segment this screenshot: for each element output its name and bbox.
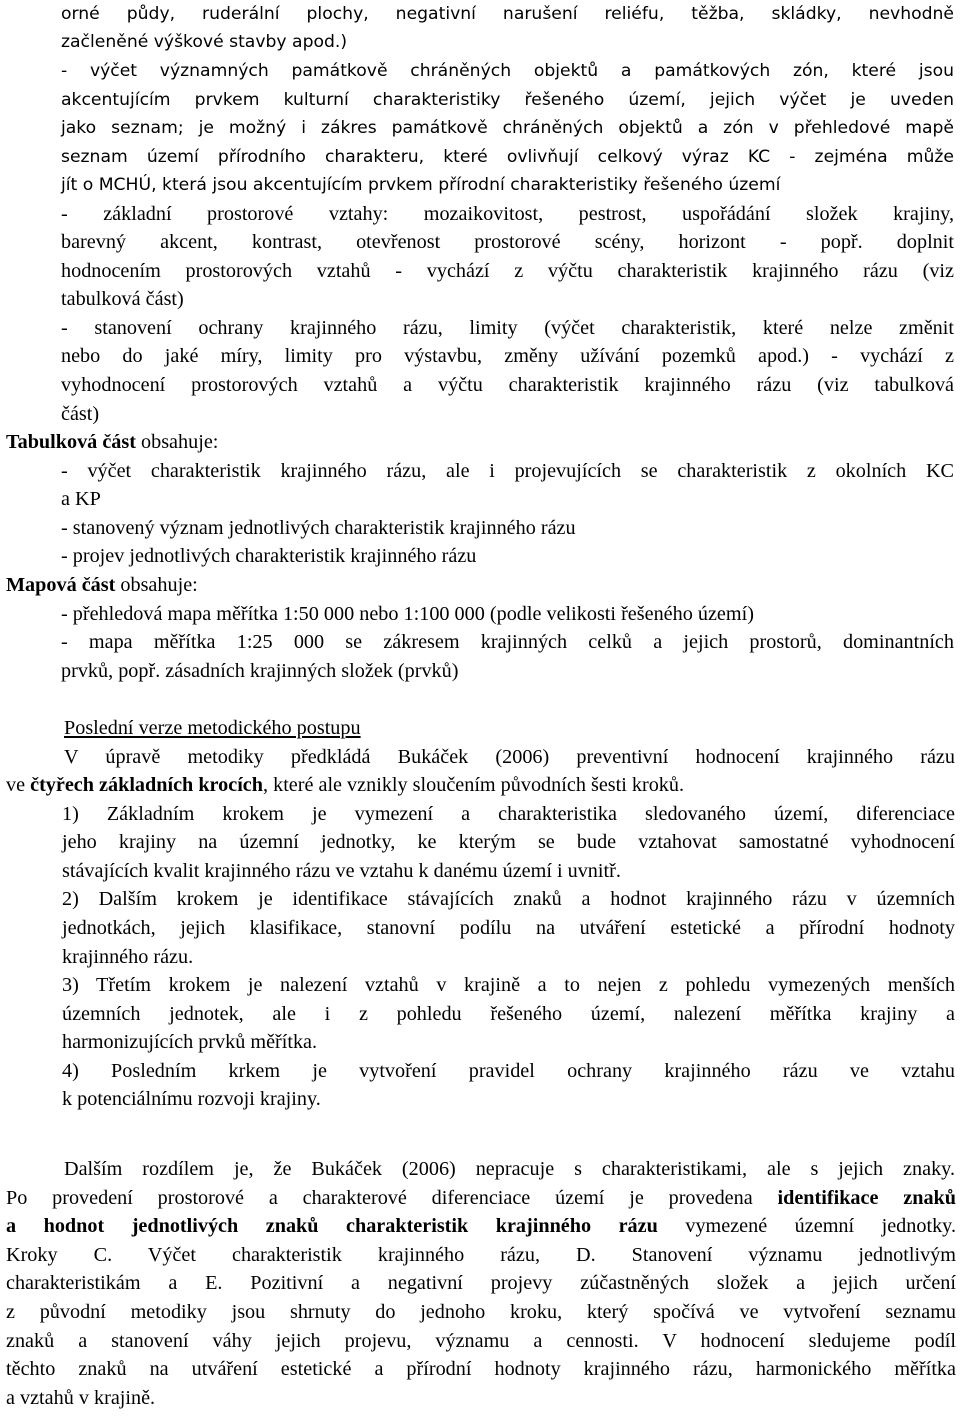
list-item: a KP bbox=[61, 488, 101, 510]
closing-text: vymezené územní jednotky. bbox=[657, 1215, 956, 1237]
step-line: harmonizujících prvků měřítka. bbox=[62, 1031, 318, 1053]
list-item: - projev jednotlivých charakteristik krajinného rázu bbox=[61, 545, 477, 567]
text-line: vyhodnocení prostorových vztahů a výčtu charakteristik krajinného rázu (viz tabulková bbox=[61, 374, 954, 396]
closing-line: těchto znaků na utváření estetické a přírodní hodnoty krajinného rázu, harmonického měřítka bbox=[6, 1358, 956, 1380]
step-line: k potenciálnímu rozvoji krajiny. bbox=[62, 1088, 321, 1110]
tabulkova-heading-rest: obsahuje: bbox=[135, 431, 219, 453]
step-line: 4) Posledním krkem je vytvoření pravidel ochrany krajinného rázu ve vztahu bbox=[62, 1060, 955, 1082]
step-line: 3) Třetím krokem je nalezení vztahů v krajině a to nejen z pohledu vymezených menších bbox=[62, 974, 955, 996]
mapova-heading-rest: obsahuje: bbox=[115, 574, 198, 596]
list-item: prvků, popř. zásadních krajinných složek (prvků) bbox=[61, 660, 459, 682]
text-line: akcentujícím prvkem kulturní charakteristiky řešeného území, jejich výčet je uveden bbox=[61, 90, 954, 110]
list-item: - přehledová mapa měřítka 1:50 000 nebo 1:100 000 (podle velikosti řešeného území) bbox=[61, 603, 754, 625]
step-line: jeho krajiny na územní jednotky, ke kterým se bude vztahovat samostatné vyhodnocení bbox=[62, 831, 955, 853]
step-line: krajinného rázu. bbox=[62, 946, 194, 968]
text-line: nebo do jaké míry, limity pro výstavbu, změny užívání pozemků apod.) - vychází z bbox=[61, 345, 954, 367]
intro-line bbox=[6, 771, 684, 799]
closing-line: Dalším rozdílem je, že Bukáček (2006) nepracuje s charakteristikami, ale s jejich znaky. bbox=[64, 1158, 955, 1180]
text-line: hodnocením prostorových vztahů - vychází z výčtu charakteristik krajinného rázu (viz bbox=[61, 260, 954, 282]
tabulkova-heading bbox=[6, 428, 218, 456]
text-line: část) bbox=[61, 403, 100, 425]
closing-bold-text: a hodnot jednotlivých znaků charakteristik krajinného rázu bbox=[6, 1215, 658, 1237]
step-line: 2) Dalším krokem je identifikace stávajících znaků a hodnot krajinného rázu v územních bbox=[62, 888, 955, 910]
closing-line: a vztahů v krajině. bbox=[6, 1387, 156, 1409]
closing-line bbox=[6, 1212, 956, 1240]
closing-line: z původní metodiky jsou shrnuty do jednoho kroku, který spočívá ve vytvoření seznamu bbox=[6, 1301, 956, 1323]
closing-bold-text: identifikace znaků bbox=[777, 1187, 956, 1209]
text-line: seznam území přírodního charakteru, které ovlivňují celkový výraz KC - zejména může bbox=[61, 147, 954, 167]
list-item: - stanovený význam jednotlivých charakteristik krajinného rázu bbox=[61, 517, 576, 539]
text-line: jít o MCHÚ, která jsou akcentujícím prvkem přírodní charakteristiky řešeného území bbox=[61, 175, 781, 195]
closing-line bbox=[6, 1184, 956, 1212]
step-line: územních jednotek, ale i z pohledu řešeného území, nalezení měřítka krajiny a bbox=[62, 1003, 955, 1025]
intro-text: , které ale vznikly sloučením původních šesti kroků. bbox=[263, 774, 685, 796]
section-title bbox=[64, 714, 361, 742]
step-line: stávajících kvalit krajinného rázu ve vztahu k danému území i uvnitř. bbox=[62, 860, 621, 882]
closing-line: Kroky C. Výčet charakteristik krajinného rázu, D. Stanovení významu jednotlivým bbox=[6, 1244, 956, 1266]
closing-line: znaků a stanovení váhy jejich projevu, významu a cennosti. V hodnocení sledujeme podíl bbox=[6, 1330, 956, 1352]
text-line: - výčet významných památkově chráněných objektů a památkových zón, které jsou bbox=[61, 61, 954, 81]
tabulkova-heading-bold: Tabulková část bbox=[6, 431, 136, 453]
mapova-heading-bold: Mapová část bbox=[6, 574, 116, 596]
text-line: tabulková část) bbox=[61, 288, 184, 310]
text-line: jako seznam; je možný i zákres památkově chráněných objektů a zón v přehledové mapě bbox=[61, 118, 954, 138]
intro-bold-text: čtyřech základních krocích bbox=[30, 774, 263, 796]
text-line: barevný akcent, kontrast, otevřenost prostorové scény, horizont - popř. doplnit bbox=[61, 231, 954, 253]
mapova-heading bbox=[6, 571, 198, 599]
intro-line: V úpravě metodiky předkládá Bukáček (2006) preventivní hodnocení krajinného rázu bbox=[64, 746, 955, 768]
text-line: - stanovení ochrany krajinného rázu, limity (výčet charakteristik, které nelze změnit bbox=[61, 317, 954, 339]
closing-line: charakteristikám a E. Pozitivní a negativní projevy zúčastněných složek a jejich určení bbox=[6, 1272, 956, 1294]
section-title-text: Poslední verze metodického postupu bbox=[64, 717, 361, 739]
step-line: jednotkách, jejich klasifikace, stanovní podílu na utváření estetické a přírodní hodnoty bbox=[62, 917, 955, 939]
step-line: 1) Základním krokem je vymezení a charakteristika sledovaného území, diferenciace bbox=[62, 803, 955, 825]
closing-text: Po provedení prostorové a charakterové diferenciace území je provedena bbox=[6, 1187, 778, 1209]
intro-text: ve bbox=[6, 774, 31, 796]
list-item: - mapa měřítka 1:25 000 se zákresem krajinných celků a jejich prostorů, dominantních bbox=[61, 631, 954, 653]
text-line: orné půdy, ruderální plochy, negativní narušení reliéfu, těžba, skládky, nevhodně bbox=[61, 4, 954, 24]
text-line: - základní prostorové vztahy: mozaikovitost, pestrost, uspořádání složek krajiny, bbox=[61, 203, 954, 225]
text-line: začleněné výškové stavby apod.) bbox=[61, 32, 348, 52]
list-item: - výčet charakteristik krajinného rázu, ale i projevujících se charakteristik z okolních KC bbox=[61, 460, 954, 482]
